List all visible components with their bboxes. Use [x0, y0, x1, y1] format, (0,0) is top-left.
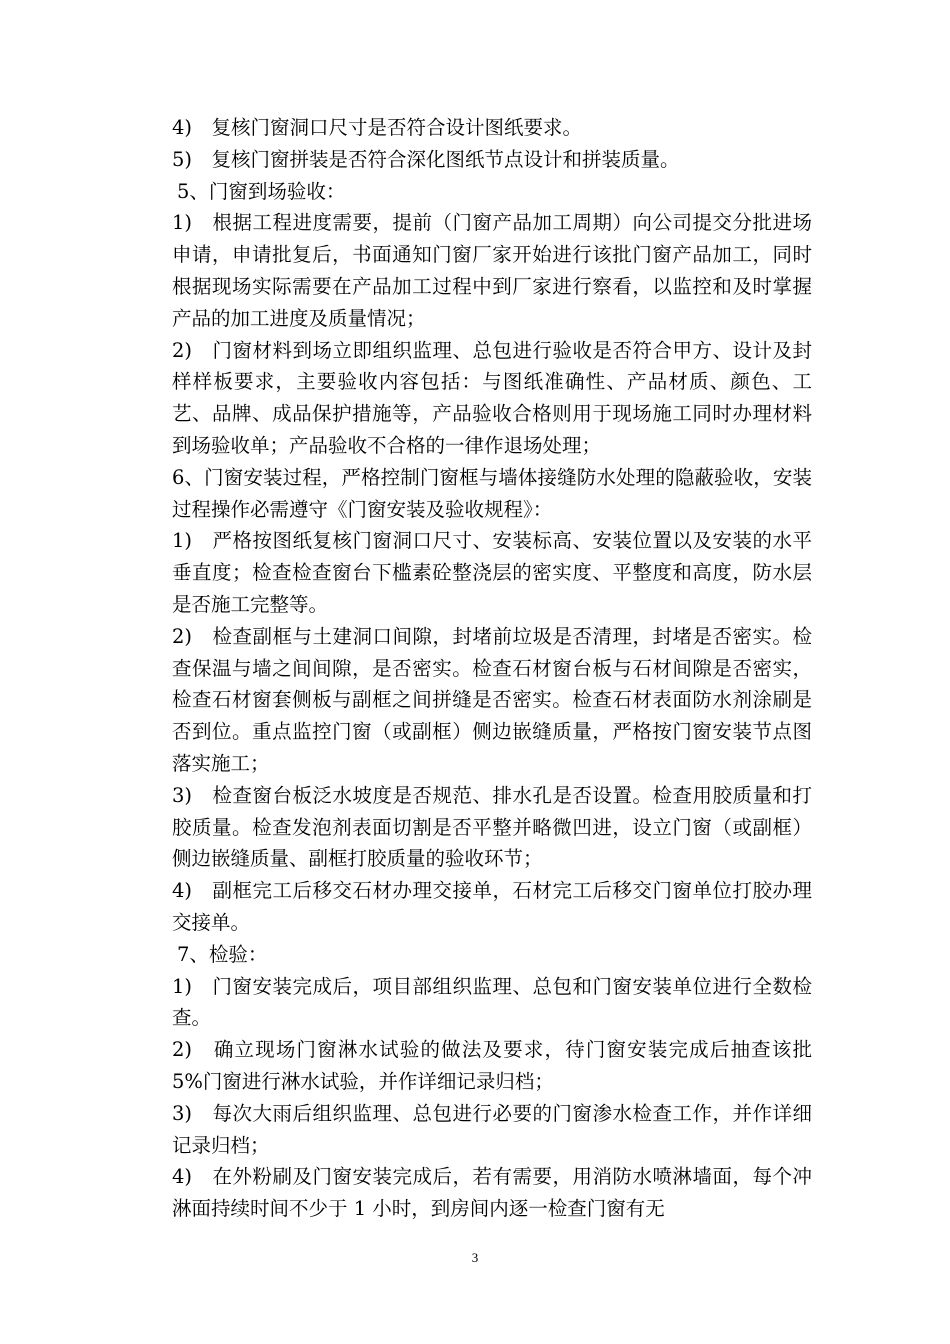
paragraph-installation-item-3: 3) 检查窗台板泛水坡度是否规范、排水孔是否设置。检查用胶质量和打胶质量。检查发泡剂表面切割是否平整并略微凹进，设立门窗（或副框）侧边嵌缝质量、副框打胶质量的验收环节；: [172, 783, 812, 871]
page-number: 3: [471, 1250, 479, 1265]
paragraph-inspection-item-1: 1) 门窗安装完成后，项目部组织监理、总包和门窗安装单位进行全数检查。: [172, 974, 812, 1030]
paragraph-item-5-check-assembly: 5) 复核门窗拼装是否符合深化图纸节点设计和拼装质量。: [172, 147, 680, 171]
paragraph-inspection-item-2: 2) 确立现场门窗淋水试验的做法及要求，待门窗安装完成后抽查该批 5%门窗进行淋水试验，并作详细记录归档；: [172, 1038, 812, 1093]
paragraph-inspection-item-4: 4) 在外粉刷及门窗安装完成后，若有需要，用消防水喷淋墙面，每个冲淋面持续时间不少于 1 小时，到房间内逐一检查门窗有无: [172, 1165, 812, 1221]
paragraph-item-4-check-opening: 4) 复核门窗洞口尺寸是否符合设计图纸要求。: [172, 116, 583, 139]
paragraph-installation-item-2: 2) 检查副框与土建洞口间隙，封堵前垃圾是否清理，封堵是否密实。检查保温与墙之间间隙，是否密实。检查石材窗台板与石材间隙是否密实，检查石材窗套侧板与副框之间拼缝是否密实。检查石材表面防水剂涂刷是否到位。重点监控门窗（或副框）侧边嵌缝质量，严格按门窗安装节点图落实施工；: [172, 624, 812, 775]
paragraph-arrival-item-1: 1) 根据工程进度需要，提前（门窗产品加工周期）向公司提交分批进场申请，申请批复后，书面通知门窗厂家开始进行该批门窗产品加工，同时根据现场实际需要在产品加工过程中到厂家进行察看，以监控和及时掌握产品的加工进度及质量情况；: [172, 211, 812, 330]
section-heading-7-inspection: 7、检验：: [177, 942, 268, 966]
document-body: [172, 112, 812, 1225]
section-heading-5-arrival-acceptance: 5、门窗到场验收：: [177, 179, 346, 203]
paragraph-inspection-item-3: 3) 每次大雨后组织监理、总包进行必要的门窗渗水检查工作，并作详细记录归档；: [172, 1101, 812, 1157]
section-heading-6-installation: 6、门窗安装过程，严格控制门窗框与墙体接缝防水处理的隐蔽验收，安装过程操作必需遵守《门窗安装及验收规程》：: [172, 465, 812, 521]
paragraph-installation-item-4: 4) 副框完工后移交石材办理交接单，石材完工后移交门窗单位打胶办理交接单。: [172, 879, 812, 934]
paragraph-installation-item-1: 1) 严格按图纸复核门窗洞口尺寸、安装标高、安装位置以及安装的水平垂直度；检查检查窗台下槛素砼整浇层的密实度、平整度和高度，防水层是否施工完整等。: [172, 529, 812, 616]
paragraph-arrival-item-2: 2) 门窗材料到场立即组织监理、总包进行验收是否符合甲方、设计及封样样板要求，主要验收内容包括：与图纸准确性、产品材质、颜色、工艺、品牌、成品保护措施等，产品验收合格则用于现场施工同时办理材料到场验收单；产品验收不合格的一律作退场处理；: [172, 338, 812, 457]
